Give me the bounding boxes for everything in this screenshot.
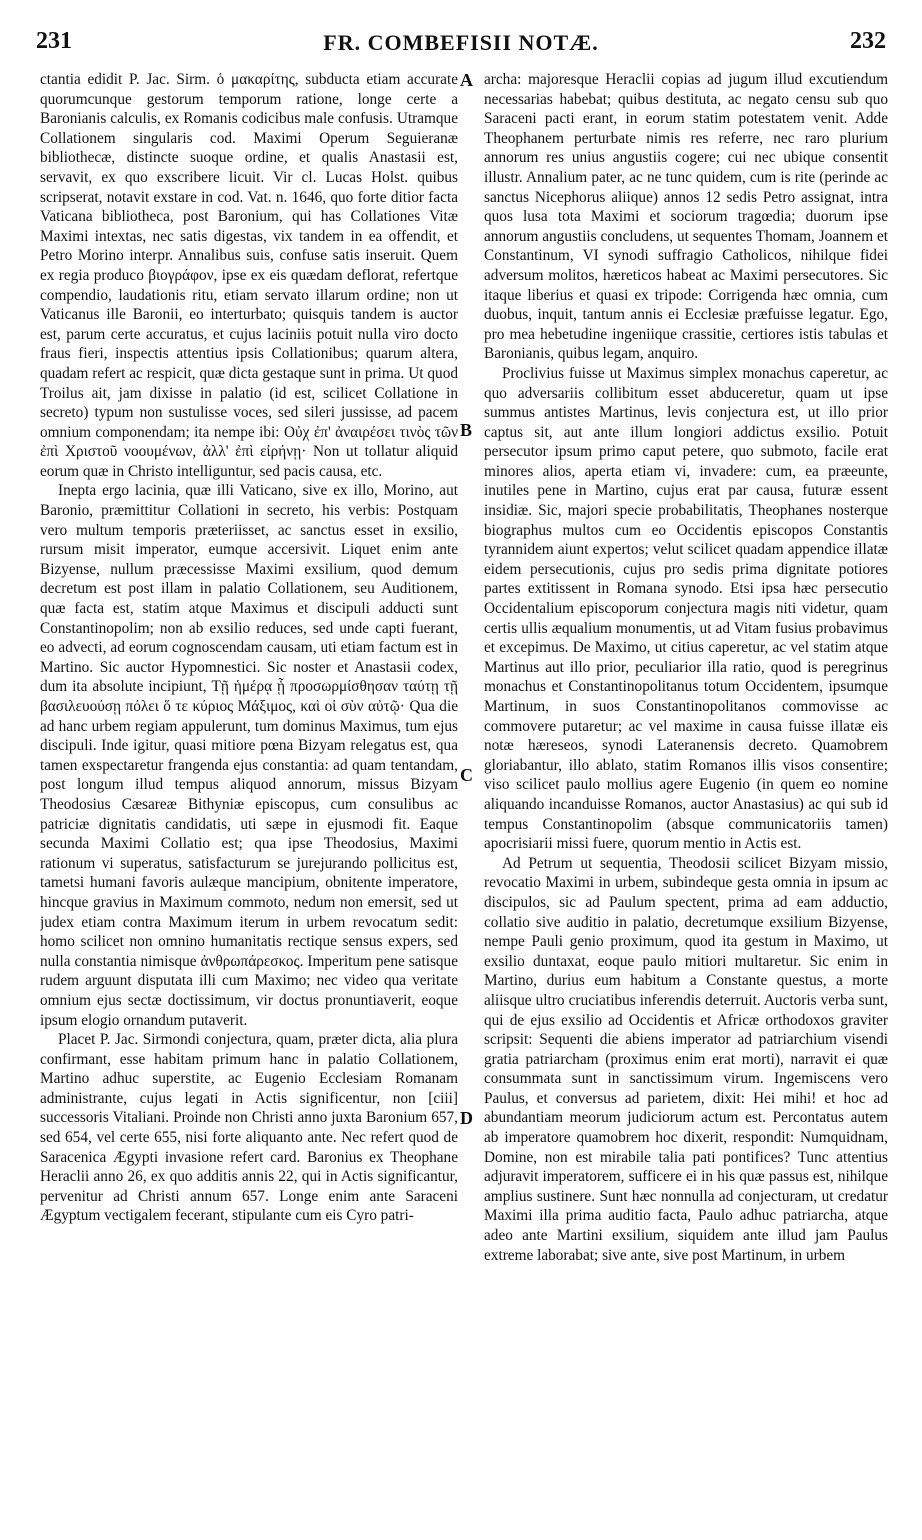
paragraph: Placet P. Jac. Sirmondi conjectura, quam, præter dicta, alia plura confirmant, esse habitam primum hanc in palatio Collationem, Martino adhuc superstite, ac Eugenio Ecclesiam Romanam administrante, cujus legati in Actis significentur, non [ciii] successoris Vitaliani. Proinde non Christi anno juxta Baronium 657, sed 654, vel certe 655, nisi forte aliquanto ante. Nec refert quod de Saracenica Ægypti invasione refert card. Baronius ex Theophane Heraclii anno 26, ex quo additis annis 22, qui in Actis significantur, pervenitur ad Christi annum 657. Longe enim ante Saraceni Ægyptum vectigalem fecerant, stipulante cum eis Cyro patri- xyxy=(40,1031,458,1225)
right-column xyxy=(484,70,888,1532)
page-number-left: 231 xyxy=(36,28,72,54)
margin-marker-a: A xyxy=(460,70,473,90)
page-header xyxy=(36,28,886,68)
margin-marker-d: D xyxy=(460,1108,473,1128)
paragraph: Proclivius fuisse ut Maximus simplex monachus caperetur, ac quo adversariis collibitum esset abduceretur, quam ut ipse summus antistes Martinus, levis conjectura est, ut illo prior captus sit, aut ante illum longiori addictus exsilio. Potuit persecutor ipsum primo caput petere, quo submoto, facile erat minores alios, aperta etiam vi, invadere: cum, ea præeunte, inutiles pene in Martino, cujus erat par causa, futuræ essent insidiæ. Sic, majori specie probabilitatis, Theophanes nosterque biographus multos cum eo Occidentis episcopos Constantis tyrannidem aiunt expertos; velut scilicet quadam appendice illatæ eidem persecutionis, cujus pro sedis prima dignitate potiores partes extitissent in Romana synodo. Etsi ipsa hæc persecutio Occidentalium episcoporum conjectura magis niti videtur, quam certis ullis æqualium monumentis, ut ad Vitam fusius probavimus et excepimus. De Maximo, ut citius caperetur, ac vel statim atque Martinus aut illo prior, peculiarior illa ratio, quod is peregrinus monachus et Constantinopolitanus totum Occidentem, ipsumque Martinum, in suos Constantinopolitanos commovisse ac commovere putaretur; ac vel maxime in causa fuisse illatæ eis notæ hæreseos, synodi Lateranensis decreto. Quamobrem gloriabantur, illo ablato, statim Romanos illis visos consentire; viso scilicet paulo mollius agere Eugenio (in quem eo nomine aliquando incanduisse Romanos, auctor Anastasius) ac qui sub id tempus Constantinopolim (absque communicatoriis tamen) apocrisiarii missi fuere, quorum mentio in Actis est. xyxy=(484,364,888,853)
margin-marker-c: C xyxy=(460,765,473,785)
margin-marker-b: B xyxy=(460,420,473,440)
paragraph: archa: majoresque Heraclii copias ad jugum illud excutiendum necessarias habebat; quibus destituta, ac negato censu sub quo Saraceni pacti erant, in eorum statim potestatem venit. Adde Theophanem perturbate nimis res referre, nec raro plurium annorum res unius angustiis cogere; cui nec ubique consentit illustr. Annalium pater, ac ne tunc quidem, cum is rite (perinde ac sanctus Nicephorus aliique) annos 12 sedis Petro assignat, intra quos lusa tota Maximi et sociorum tragœdia; duorum ipse annorum angustiis concludens, ut sequentes Thomam, Joannem et Constantinum, VI synodi suffragio Catholicos, nihilque fidei adversum molitos, hæreticos habeat ac Maximi persecutores. Sic itaque liberius et quasi ex tripode: Corrigenda hæc omnia, cum duobus, inquit, tantum annis ei Ecclesiæ præfuisse legatur. Ego, pro mea hebetudine ingeniique crassitie, certiores istis tabulas et Baronianis, quibus legam, anquiro. xyxy=(484,71,888,363)
paragraph: Ad Petrum ut sequentia, Theodosii scilicet Bizyam missio, revocatio Maximi in urbem, subindeque gesta omnia in ipsum ac discipulos, sic ad Paulum spectent, prima ad eam adductio, collatio sive auditio in palatio, decretumque exsilium Bizyense, nempe Pauli genio proximum, quod ita gestum in Maximo, ut exsilio duntaxat, eoque paulo mitiori multaretur. Sic enim in Martino, durius eum habitum a Constante questus, a morte aliisque ultro cruciatibus inferendis deterruit. Auctoris verba sunt, qui de ejus exsilio ad Occidentis et Africæ orthodoxos graviter scripsit: Sequenti die abiens imperator ad patriarchium visendi gratia patriarcham (proximus enim erat morti), narravit ei quæ consummata sunt in sanctissimum virum. Ingemiscens vero Paulus, et conversus ad parietem, dixit: Hei mihi! et hoc ad abundantiam meorum judiciorum actum est. Percontatus autem ab imperatore quamobrem hoc dixerit, respondit: Numquidnam, Domine, non est mirabile talia pati pontifices? Tunc attentius adjuravit imperatorem, sufficere ei in his quæ passus est, nihilque amplius sustinere. Sunt hæc nonnulla ad conjecturam, ut credatur Maximi illa prima auditio facta, Paulo adhuc patriarcha, atque adeo ante Martini exsilium, siquidem ante illud jam Paulus extreme laborabat; sive ante, sive post Martinum, in urbem xyxy=(484,854,888,1264)
page-number-right: 232 xyxy=(850,28,886,54)
paragraph: Inepta ergo lacinia, quæ illi Vaticano, sive ex illo, Morino, aut Baronio, præmittitur Collationi in secreto, his verbis: Postquam vero multum temporis præteriisset, ac sanctus esset in exsilio, rursum misit imperator, eumque accersivit. Liquet enim ante Bizyense, nullum præcessisse Maximi exsilium, quod demum decretum est post illam in palatio Collationem, seu Auditionem, quæ facta est, statim atque Maximus et discipuli adducti sunt Constantinopolim; non ab exsilio reduces, sed unde capti fuerant, eo advecti, ad eorum cognoscendam causam, uti etiam factum est in Martino. Sic auctor Hypomnestici. Sic noster et Anastasii codex, dum ita absolute incipiunt, Τῇ ἡμέρᾳ ᾗ προσωρμίσθησαν ταύτῃ τῇ βασιλευούσῃ πόλει ὅ τε κύριος Μάξιμος, καὶ οἱ σὺν αὐτῷ· Qua die ad hanc urbem regiam appulerunt, tum dominus Maximus, tum ejus discipuli. Inde igitur, quasi mitiore pœna Bizyam relegatus est, qua tamen exspectaretur frangenda ejus constantia: ad quam tentandam, post longum illud tempus aliquod annorum, missus Bizyam Theodosius Cæsareæ Bithyniæ episcopus, cum consulibus ac patriciæ dignitatis candidatis, uti sæpe in ejusmodi fit. Eaque secunda Maximi Collatio est; qua ipse Theodosius, Maximi rationum vi superatus, satisfacturum se jurejurando pollicitus est, tametsi humani favoris aulæque mancipium, obnitente imperatore, hincque gravius in Maximum commoto, nedum non emersit, sed ut judex etiam contra Maximum iterum in urbem revocatum sedit: homo scilicet non omnino humanitatis rectique sensus expers, sed nulla constantia nimisque ἀνθρωπάρεσκος. Imperitum pene satisque rudem arguunt disputata illi cum Maximo; nec video qua veritate omnium ejus sectæ doctissimum, vir doctus pronuntiaverit, eoque ipsum elogio ornandum putaverit. xyxy=(40,482,458,1029)
paragraph: ctantia edidit P. Jac. Sirm. ὁ μακαρίτης, subducta etiam accurate quorumcunque gestorum temporum ratione, longe certe a Baronianis calculis, ex Romanis codicibus male confusis. Utramque Collationem singularis cod. Maximi Operum Seguieranæ bibliothecæ, distincte suoque ordine, et qualis Anastasii est, servavit, ex quo exscribere licuit. Vir cl. Lucas Holst. quibus scripserat, notavit exstare in cod. Vat. n. 1646, quo forte ditior facta Vaticana bibliotheca, post Baronium, qui has Collationes Vitæ Maximi intextas, nec satis digestas, vix tandem in ea offendit, et Petro Morino interpr. Annalibus suis, confuse satis inseruit. Quem ex regia produco βιογράφον, ipse ex eis quædam deflorat, refertque compendio, laudationis ritu, etiam servato illarum ordine; non ut Vaticanus ille Baronii, eo interturbato; quisquis tandem is auctor est, parum certe accuratus, et cujus laciniis potuit nulla viro docto fraus fieri, inspectis attentius ipsis Collationibus; quarum altera, quadam refert ac respicit, quæ dicta gestaque sunt in prima. Ut quod Troilus ait, jam dixisse in palatio (id est, scilicet Collatione in secreto) typum non sustulisse voces, sed sileri jussisse, ad pacem omnium componendam; ita nempe ibi: Οὐχ ἐπ' ἀναιρέσει τινὸς τῶν ἐπὶ Χριστοῦ νοουμένων, ἀλλ' ἐπὶ εἰρήνῃ· Non ut tollatur aliquid eorum quæ in Christo intelliguntur, sed pacis causa, etc. xyxy=(40,71,458,480)
left-column xyxy=(40,70,458,1532)
running-title: FR. COMBEFISII NOTÆ. xyxy=(323,30,599,55)
